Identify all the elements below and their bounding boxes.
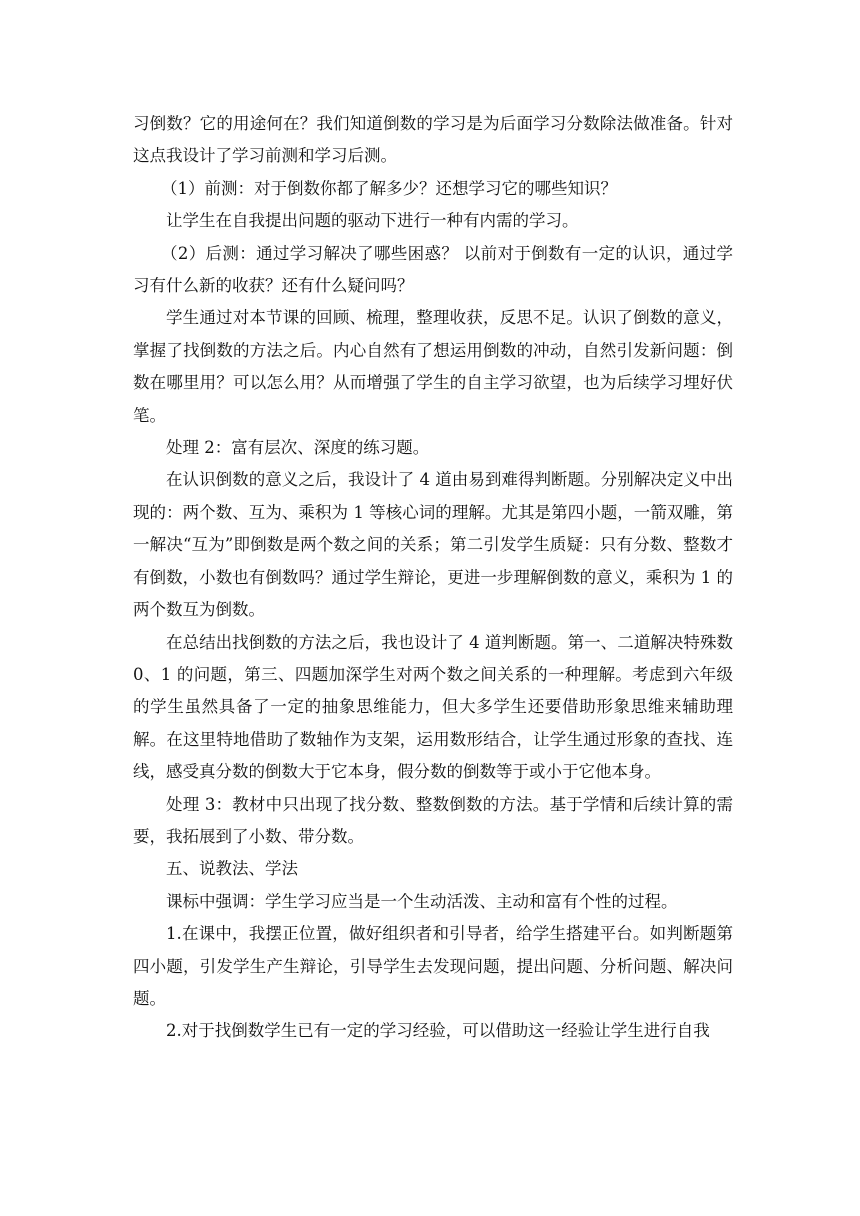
section-heading-teaching-methods: 五、说教法、学法 [166, 859, 298, 879]
paragraph-meaning-exercises: 在认识倒数的意义之后，我设计了 4 道由易到难得判断题。分别解决定义中出现的：两个数、互为、乘积为 1 等核心词的理解。尤其是第四小题，一箭双雕，第一解决“互为”即倒数是两个数之间的关系；第二引发学生质疑：只有分数、整数才有倒数，小数也有倒数吗？通过学生辩论，更进一步理解倒数的意义，乘积为 1 的两个数互为倒数。 [133, 470, 733, 620]
paragraph-post-test: （2）后测：通过学习解决了哪些困惑？ 以前对于倒数有一定的认识，通过学习有什么新的收获？还有什么疑问吗？ [133, 243, 733, 296]
document-page [133, 108, 733, 1048]
paragraph-point-2: 2.对于找倒数学生已有一定的学习经验，可以借助这一经验让学生进行自我 [166, 1021, 710, 1041]
paragraph-treatment-3: 处理 3：教材中只出现了找分数、整数倒数的方法。基于学情和后续计算的需要，我拓展到了小数、带分数。 [133, 794, 733, 846]
paragraph-continuation: 习倒数？它的用途何在？我们知道倒数的学习是为后面学习分数除法做准备。针对这点我设计了学习前测和学习后测。 [133, 114, 733, 166]
paragraph-pre-test: （1）前测：对于倒数你都了解多少？还想学习它的哪些知识？ [161, 178, 617, 198]
paragraph-method-exercises: 在总结出找倒数的方法之后，我也设计了 4 道判断题。第一、二道解决特殊数 0、1 的问题，第三、四题加深学生对两个数之间关系的一种理解。考虑到六年级的学生虽然具备了一定的抽象思维能力，但大多学生还要借助形象思维来辅助理解。在这里特地借助了数轴作为支架，运用数形结合，让学生通过形象的查找、连线，感受真分数的倒数大于它本身，假分数的倒数等于或小于它他本身。 [133, 632, 733, 782]
paragraph-point-1: 1.在课中，我摆正位置，做好组织者和引导者，给学生搭建平台。如判断题第四小题，引发学生产生辩论，引导学生去发现问题，提出问题、分析问题、解决问题。 [133, 924, 733, 1008]
paragraph-curriculum-standard: 课标中强调：学生学习应当是一个生动活泼、主动和富有个性的过程。 [166, 891, 678, 911]
paragraph-treatment-2: 处理 2：富有层次、深度的练习题。 [166, 438, 430, 458]
paragraph-review-summary: 学生通过对本节课的回顾、梳理，整理收获，反思不足。认识了倒数的意义，掌握了找倒数的方法之后。内心自然有了想运用倒数的冲动，自然引发新问题：倒数在哪里用？可以怎么用？从而增强了学生的自主学习欲望，也为后续学习埋好伏笔。 [133, 308, 733, 425]
paragraph-pre-test-purpose: 让学生在自我提出问题的驱动下进行一种有内需的学习。 [166, 211, 579, 231]
